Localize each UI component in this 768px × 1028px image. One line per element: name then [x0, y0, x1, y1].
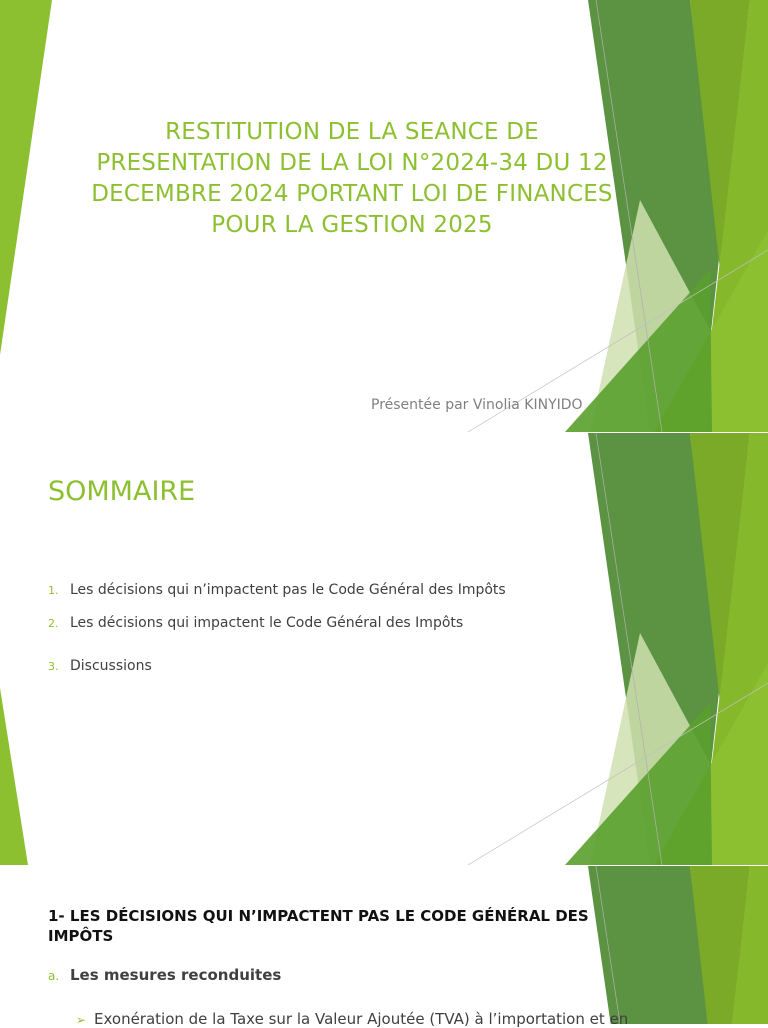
summary-item [48, 582, 506, 598]
summary-item [48, 658, 152, 674]
presenter-line: Présentée par Vinolia KINYIDO [371, 397, 583, 413]
subsection-letter: a. [48, 969, 60, 983]
item-text: Les décisions qui n’impactent pas le Code Général des Impôts [70, 582, 506, 598]
item-number: 3. [48, 660, 59, 673]
item-text: Les décisions qui impactent le Code Général des Impôts [70, 615, 464, 631]
item-number: 1. [48, 584, 59, 597]
subsection-title [48, 966, 281, 984]
title-slide [0, 0, 768, 432]
bullet-item [76, 1010, 696, 1028]
arrow-bullet-icon: ➢ [76, 1013, 87, 1027]
section-number: 1- [48, 907, 65, 925]
item-text: Discussions [70, 658, 152, 674]
subsection-title-text: Les mesures reconduites [70, 966, 282, 984]
left-accent-shape [0, 688, 28, 865]
section-title-text: LES DÉCISIONS QUI N’IMPACTENT PAS LE CODE GÉNÉRAL DES IMPÔTS [48, 907, 589, 945]
presentation-title: RESTITUTION DE LA SEANCE DE PRESENTATION DE LA LOI N°2024-34 DU 12 DECEMBRE 2024 PORTANT LOI DE FINANCES POUR LA GESTION 2025 [91, 119, 613, 238]
bullet-text: Exonération de la Taxe sur la Valeur Ajoutée (TVA) à l’importation et en [94, 1010, 629, 1028]
left-accent-shape [0, 0, 52, 355]
summary-item [48, 615, 463, 631]
section-title [48, 906, 648, 946]
summary-title: SOMMAIRE [48, 476, 196, 507]
item-number: 2. [48, 617, 59, 630]
